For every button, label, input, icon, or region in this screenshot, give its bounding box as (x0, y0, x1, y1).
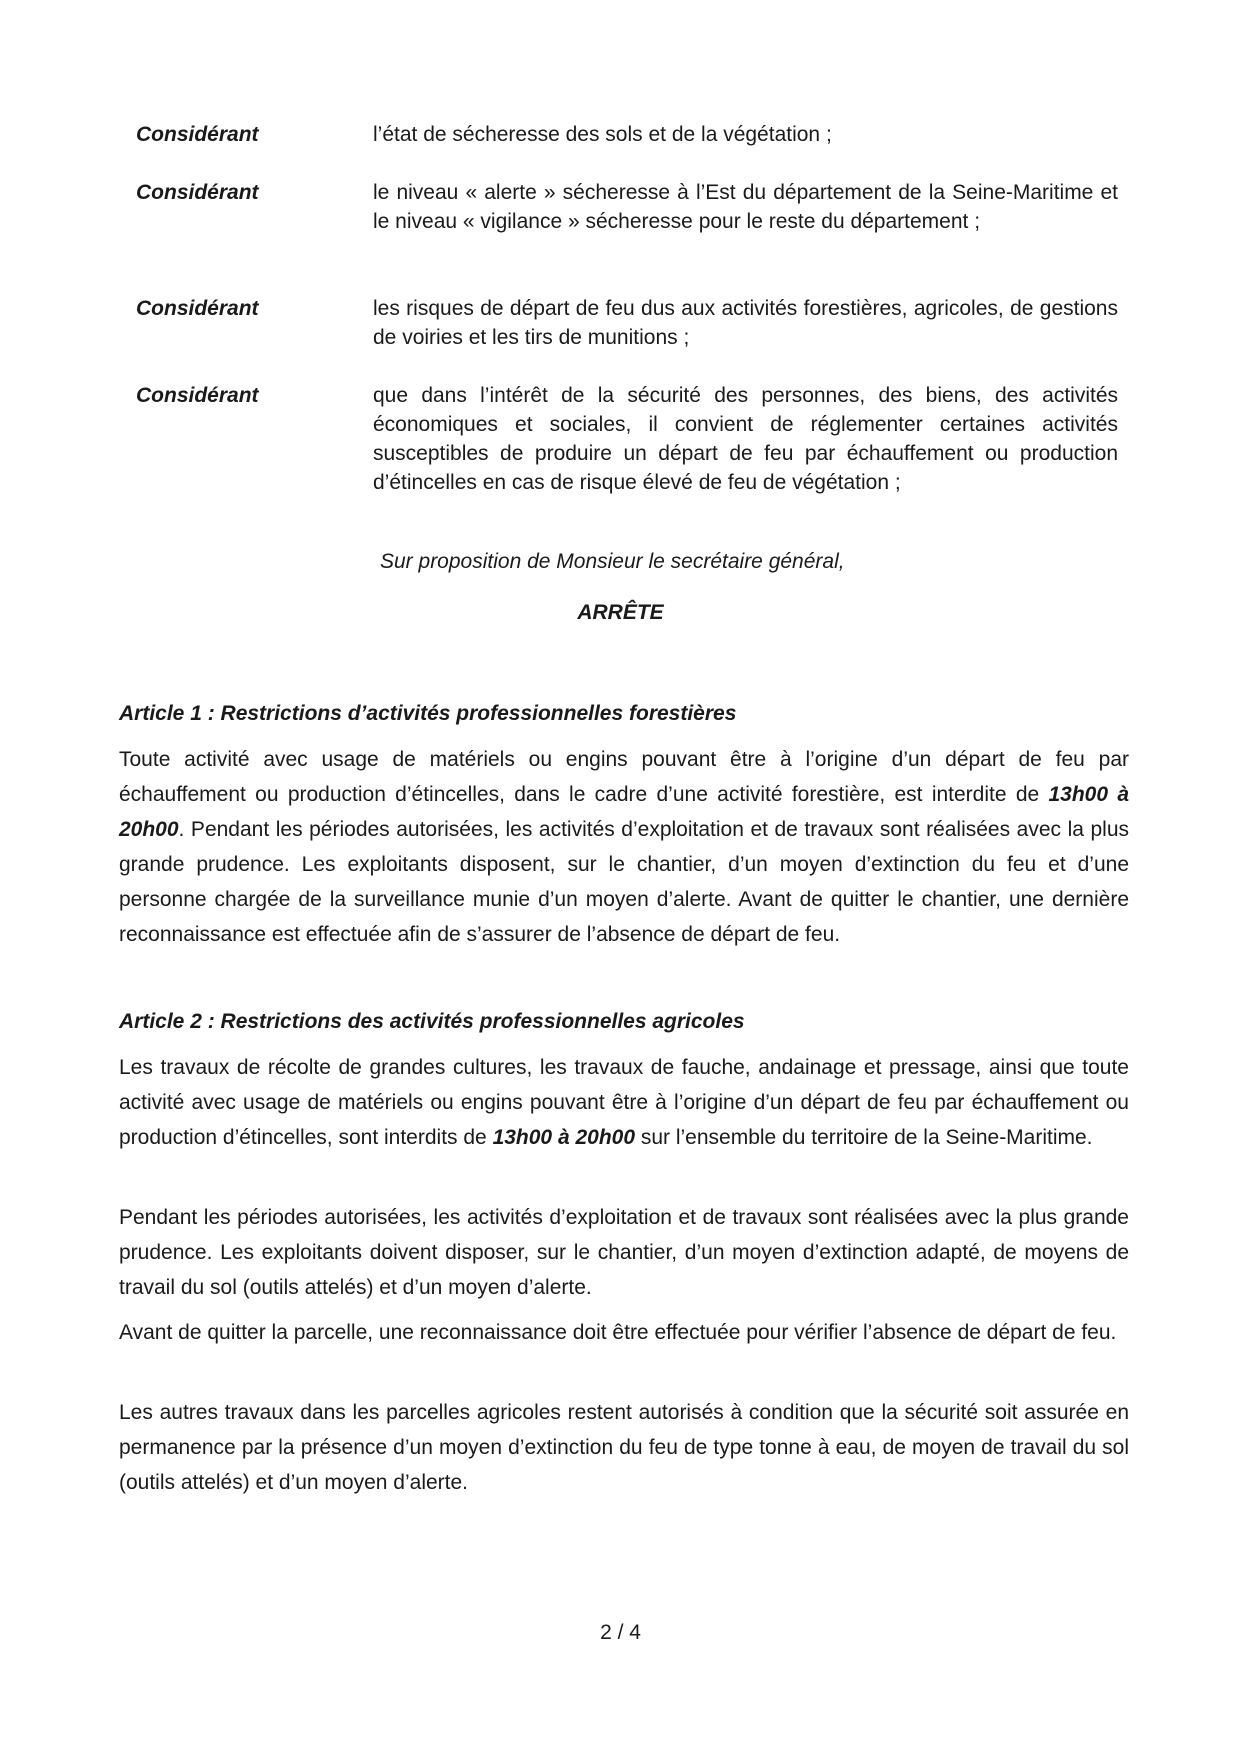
considerant-text: que dans l’intérêt de la sécurité des personnes, des biens, des activités économiques et sociales, il convient de réglementer certaines activités susceptibles de produire un départ de feu par échauffement ou production d’étincelles en cas de risque élevé de feu de végétation ; (373, 384, 1118, 494)
considerant-row (136, 178, 1118, 236)
article-1-text-end: . Pendant les périodes autorisées, les activités d’exploitation et de travaux sont réalisées avec la plus grande prudence. Les exploitants disposent, sur le chantier, d’un moyen d’extinction du feu et d’une personne chargée de la surveillance munie d’un moyen d’alerte. Avant de quitter le chantier, une dernière reconnaissance est effectuée afin de s’assurer de l’absence de départ de feu. (119, 818, 1129, 946)
article-2-hours: 13h00 à 20h00 (492, 1126, 635, 1149)
considerant-label: Considérant (136, 297, 259, 320)
considerant-text: les risques de départ de feu dus aux activités forestières, agricoles, de gestions de voiries et les tirs de munitions ; (373, 297, 1118, 349)
article-1-title: Article 1 : Restrictions d’activités professionnelles forestières (119, 702, 737, 725)
article-2-paragraph-2: Pendant les périodes autorisées, les activités d’exploitation et de travaux sont réalisées avec la plus grande prudence. Les exploitants doivent disposer, sur le chantier, d’un moyen d’extinction adapté, de moyens de travail du sol (outils attelés) et d’un moyen d’alerte. (119, 1206, 1129, 1299)
considerant-row (136, 381, 1118, 497)
considerant-text: l’état de sécheresse des sols et de la végétation ; (373, 123, 832, 146)
article-2-title: Article 2 : Restrictions des activités professionnelles agricoles (119, 1010, 745, 1033)
considerant-text: le niveau « alerte » sécheresse à l’Est du département de la Seine-Maritime et le niveau « vigilance » sécheresse pour le reste du département ; (373, 181, 1118, 233)
article-1-paragraph (119, 742, 1129, 952)
arrete-heading: ARRÊTE (577, 601, 664, 624)
article-1-hours: 13h00 à 20h00 (119, 783, 1130, 841)
page-number: 2 / 4 (600, 1621, 641, 1644)
article-2-paragraph-1 (119, 1050, 1129, 1155)
article-1-text-start: Toute activité avec usage de matériels ou engins pouvant être à l’origine d’un départ de feu par échauffement ou production d’étincelles, dans le cadre d’une activité forestière, est interdite de (119, 748, 1129, 806)
article-2-paragraph-4: Les autres travaux dans les parcelles agricoles restent autorisés à condition que la sécurité soit assurée en permanence par la présence d’un moyen d’extinction du feu de type tonne à eau, de moyen de travail du sol (outils attelés) et d’un moyen d’alerte. (119, 1401, 1129, 1494)
considerant-label: Considérant (136, 123, 259, 146)
considerant-row (136, 294, 1118, 352)
considerant-row (136, 120, 1118, 149)
considerant-label: Considérant (136, 384, 259, 407)
proposition-line: Sur proposition de Monsieur le secrétaire général, (380, 550, 845, 573)
considerant-label: Considérant (136, 181, 259, 204)
article-2-text-end: sur l’ensemble du territoire de la Seine-Maritime. (635, 1126, 1093, 1149)
article-2-paragraph-3: Avant de quitter la parcelle, une reconnaissance doit être effectuée pour vérifier l’absence de départ de feu. (119, 1321, 1117, 1344)
article-2-text-start: Les travaux de récolte de grandes cultures, les travaux de fauche, andainage et pressage, ainsi que toute activité avec usage de matériels ou engins pouvant être à l’origine d’un départ de feu par échauffement ou production d’étincelles, sont interdits de (119, 1056, 1129, 1149)
